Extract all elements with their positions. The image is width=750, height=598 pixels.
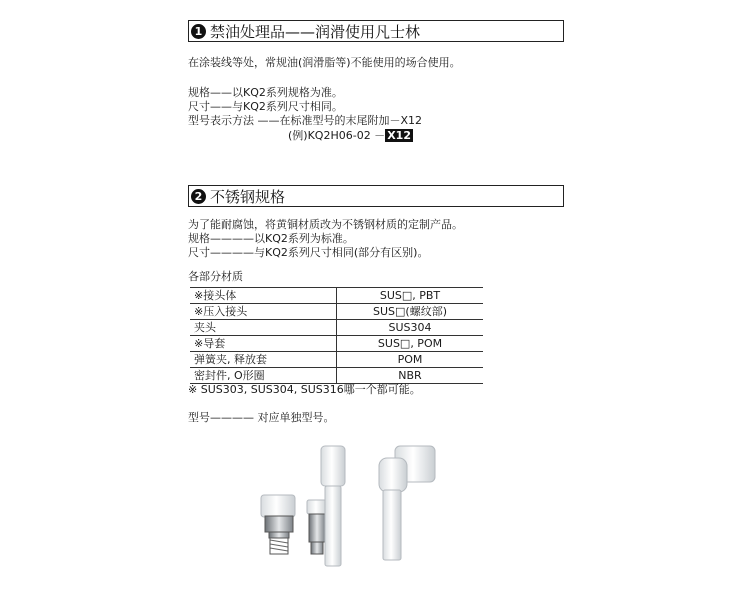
section1-title: 禁油处理品——润滑使用凡士林: [210, 22, 421, 41]
material-value: SUS□(螺纹部): [337, 304, 484, 320]
materials-note: ※ SUS303, SUS304, SUS316哪一个都可能。: [188, 383, 421, 396]
plug-fitting-icon: [321, 446, 345, 566]
section2-model: 型号———— 对应单独型号。: [188, 411, 335, 424]
example-prefix: (例)KQ2H06-02 －: [288, 129, 386, 142]
materials-row: [190, 288, 483, 304]
material-part: 弹簧夹, 释放套: [190, 352, 337, 368]
section1-example: [288, 129, 413, 143]
material-part: ※接头体: [190, 288, 337, 304]
section1-size: 尺寸——与KQ2系列尺寸相同。: [188, 100, 343, 113]
section2-header: [188, 185, 564, 207]
section2-spec: 规格————以KQ2系列为标准。: [188, 232, 354, 245]
materials-row: [190, 368, 483, 384]
section2-description: 为了能耐腐蚀，将黄铜材质改为不锈钢材质的定制产品。: [188, 218, 463, 231]
elbow-fitting-icon: [379, 446, 435, 560]
fittings-photo: [255, 440, 455, 590]
section1-header: [188, 20, 564, 42]
straight-fitting-icon: [261, 495, 295, 554]
section2-size: 尺寸————与KQ2系列尺寸相同(部分有区别)。: [188, 246, 429, 259]
material-part: 密封件, O形圈: [190, 368, 337, 384]
section1-description: 在涂装线等处，常规油(润滑脂等)不能使用的场合使用。: [188, 56, 461, 69]
section-number-badge: 1: [191, 24, 206, 39]
materials-row: [190, 320, 483, 336]
section-number-badge: 2: [191, 189, 206, 204]
materials-row: [190, 352, 483, 368]
material-part: 夹头: [190, 320, 337, 336]
materials-row: [190, 304, 483, 320]
example-suffix-highlight: X12: [387, 129, 411, 142]
materials-table: [190, 287, 483, 384]
material-value: SUS□, PBT: [337, 288, 484, 304]
section1-model-method: 型号表示方法 ——在标准型号的末尾附加－X12: [188, 114, 423, 127]
materials-row: [190, 336, 483, 352]
material-value: SUS□, POM: [337, 336, 484, 352]
material-value: SUS304: [337, 320, 484, 336]
small-fitting-icon: [307, 500, 327, 554]
materials-heading: 各部分材质: [188, 270, 243, 283]
material-part: ※压入接头: [190, 304, 337, 320]
material-value: POM: [337, 352, 484, 368]
material-part: ※导套: [190, 336, 337, 352]
material-value: NBR: [337, 368, 484, 384]
section1-spec: 规格——以KQ2系列规格为准。: [188, 86, 343, 99]
section2-title: 不锈钢规格: [210, 187, 286, 206]
